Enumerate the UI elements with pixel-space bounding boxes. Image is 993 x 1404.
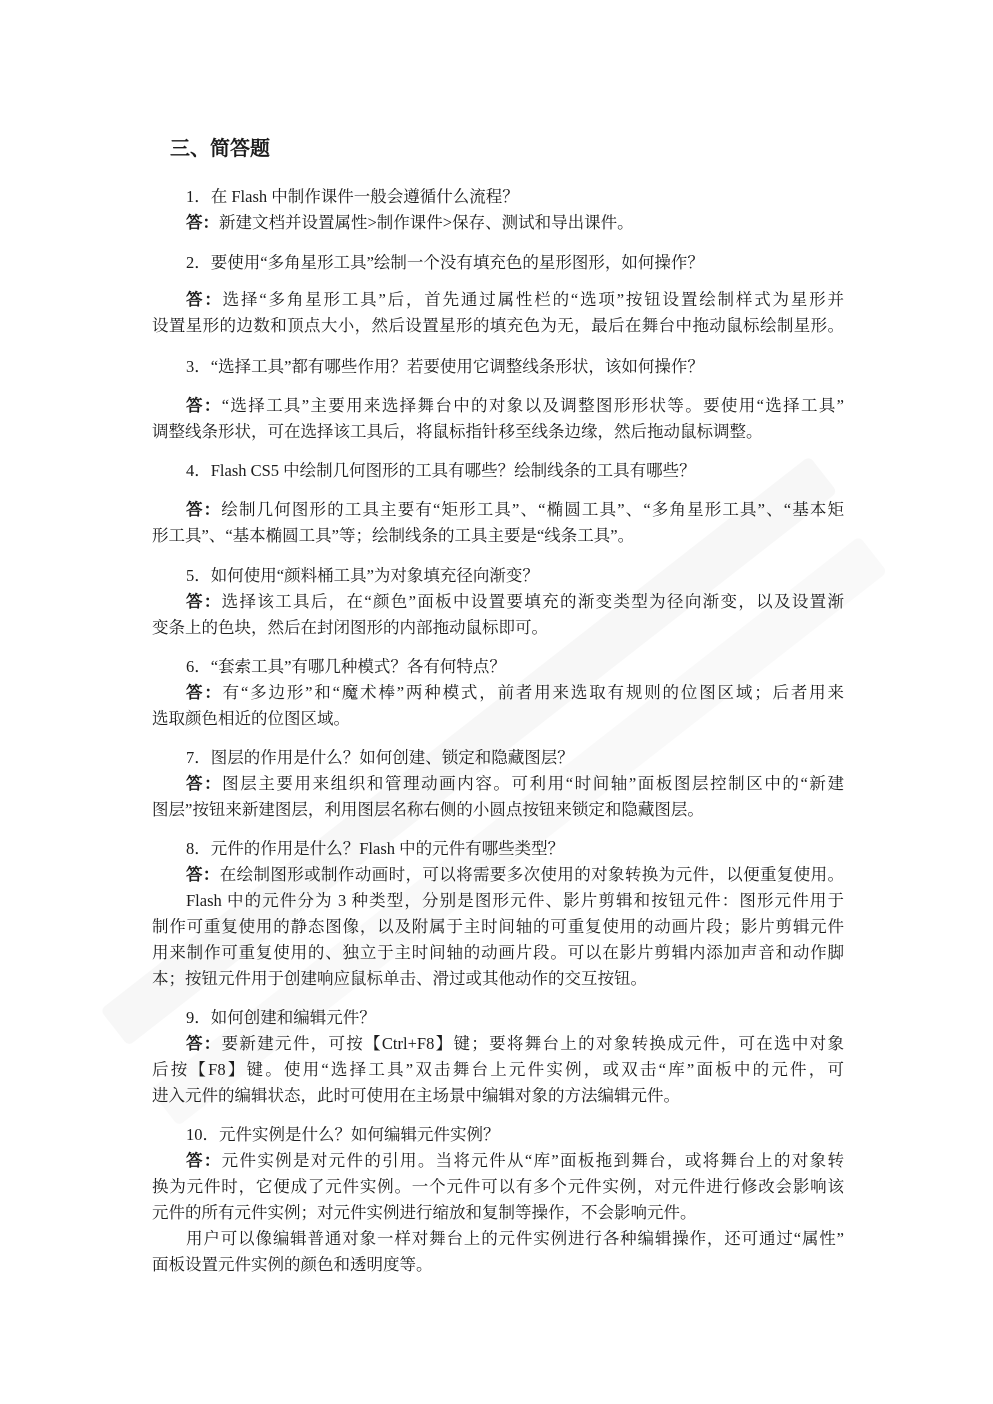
answer-line <box>152 589 844 615</box>
answer-text: 图层主要用来组织和管理动画内容。可利用“时间轴”面板图层控制区中的“新建 <box>222 774 844 793</box>
question-text: 4．Flash CS5 中绘制几何图形的工具有哪些？绘制线条的工具有哪些？ <box>186 461 696 480</box>
answer-line: 选取颜色相近的位图区域。 <box>152 709 350 728</box>
answer-line <box>152 1148 844 1174</box>
question-text: 7．图层的作用是什么？如何创建、锁定和隐藏图层？ <box>186 748 574 767</box>
qa-item <box>152 563 844 641</box>
answer-text: 在绘制图形或制作动画时，可以将需要多次使用的对象转换为元件，以便重复使用。 <box>219 865 844 884</box>
answer-label: 答： <box>186 290 223 309</box>
answer-line <box>152 680 844 706</box>
answer-line: 本；按钮元件用于创建响应鼠标单击、滑过或其他动作的交互按钮。 <box>152 969 647 988</box>
answer-line: 图层”按钮来新建图层，利用图层名称右侧的小圆点按钮来锁定和隐藏图层。 <box>152 800 704 819</box>
question-text: 6．“套索工具”有哪几种模式？各有何特点？ <box>186 657 506 676</box>
answer-text: 绘制几何图形的工具主要有“矩形工具”、“椭圆工具”、“多角星形工具”、“基本矩 <box>221 500 844 519</box>
answer-line <box>152 497 844 523</box>
answer-line: 用户可以像编辑普通对象一样对舞台上的元件实例进行各种编辑操作，还可通过“属性” <box>186 1229 844 1248</box>
answer-line: 设置星形的边数和顶点大小，然后设置星形的填充色为无，最后在舞台中拖动鼠标绘制星形。 <box>152 316 844 335</box>
answer-text: 有“多边形”和“魔术棒”两种模式，前者用来选取有规则的位图区域；后者用来 <box>222 683 844 702</box>
qa-item <box>152 1005 844 1109</box>
answer-line <box>152 1031 844 1057</box>
answer-line: 用来制作可重复使用的、独立于主时间轴的动画片段。可以在影片剪辑内添加声音和动作脚 <box>152 943 844 962</box>
qa-item <box>152 745 844 823</box>
answer-label: 答： <box>186 500 222 519</box>
answer-text: 选择“多角星形工具”后，首先通过属性栏的“选项”按钮设置绘制样式为星形并 <box>222 290 844 309</box>
section-title: 三、简答题 <box>170 136 270 160</box>
answer-text: “选择工具”主要用来选择舞台中的对象以及调整图形形状等。要使用“选择工具” <box>221 396 844 415</box>
question-text: 3．“选择工具”都有哪些作用？若要使用它调整线条形状，该如何操作？ <box>186 357 704 376</box>
answer-line <box>152 862 844 888</box>
qa-item <box>152 354 844 445</box>
question-text: 5．如何使用“颜料桶工具”为对象填充径向渐变？ <box>186 566 539 585</box>
answer-line: 调整线条形状，可在选择该工具后，将鼠标指针移至线条边缘，然后拖动鼠标调整。 <box>152 422 763 441</box>
qa-item <box>152 836 844 992</box>
answer-label: 答： <box>186 865 220 884</box>
question-text: 1．在 Flash 中制作课件一般会遵循什么流程？ <box>186 187 519 206</box>
answer-line: 进入元件的编辑状态，此时可使用在主场景中编辑对象的方法编辑元件。 <box>152 1086 680 1105</box>
qa-item <box>152 250 844 339</box>
answer-label: 答： <box>186 396 222 415</box>
question-text: 9．如何创建和编辑元件？ <box>186 1008 376 1027</box>
answer-line: 面板设置元件实例的颜色和透明度等。 <box>152 1255 433 1274</box>
qa-item <box>152 654 844 732</box>
answer-line <box>152 210 844 236</box>
answer-line: 换为元件时，它便成了元件实例。一个元件可以有多个元件实例，对元件进行修改会影响该 <box>152 1177 844 1196</box>
answer-text: 选择该工具后，在“颜色”面板中设置要填充的渐变类型为径向渐变，以及设置渐 <box>221 592 844 611</box>
answer-line <box>152 393 844 419</box>
qa-item <box>152 458 844 549</box>
answer-line: Flash 中的元件分为 3 种类型，分别是图形元件、影片剪辑和按钮元件：图形元件用于 <box>186 891 844 910</box>
question-text: 10．元件实例是什么？如何编辑元件实例？ <box>186 1125 500 1144</box>
answer-label: 答： <box>186 213 219 232</box>
answer-label: 答： <box>186 592 222 611</box>
answer-line <box>152 771 844 797</box>
answer-line <box>152 287 844 313</box>
question-text: 8．元件的作用是什么？Flash 中的元件有哪些类型？ <box>186 839 565 858</box>
question-text: 2．要使用“多角星形工具”绘制一个没有填充色的星形图形，如何操作？ <box>186 253 704 272</box>
answer-line: 元件的所有元件实例；对元件实例进行缩放和复制等操作，不会影响元件。 <box>152 1203 697 1222</box>
answer-label: 答： <box>186 683 223 702</box>
answer-text: 要新建元件，可按【Ctrl+F8】键；要将舞台上的对象转换成元件，可在选中对象 <box>221 1034 844 1053</box>
qa-item <box>152 184 844 236</box>
answer-text: 元件实例是对元件的引用。当将元件从“库”面板拖到舞台，或将舞台上的对象转 <box>221 1151 844 1170</box>
answer-line: 变条上的色块，然后在封闭图形的内部拖动鼠标即可。 <box>152 618 548 637</box>
answer-label: 答： <box>186 1151 222 1170</box>
qa-item <box>152 1122 844 1278</box>
answer-label: 答： <box>186 1034 222 1053</box>
answer-line: 形工具”、“基本椭圆工具”等；绘制线条的工具主要是“线条工具”。 <box>152 526 635 545</box>
answer-line: 后按【F8】键。使用“选择工具”双击舞台上元件实例，或双击“库”面板中的元件，可 <box>152 1060 844 1079</box>
answer-text: 新建文档并设置属性>制作课件>保存、测试和导出课件。 <box>219 213 634 232</box>
answer-label: 答： <box>186 774 223 793</box>
answer-line: 制作可重复使用的静态图像，以及附属于主时间轴的可重复使用的动画片段；影片剪辑元件 <box>152 917 844 936</box>
